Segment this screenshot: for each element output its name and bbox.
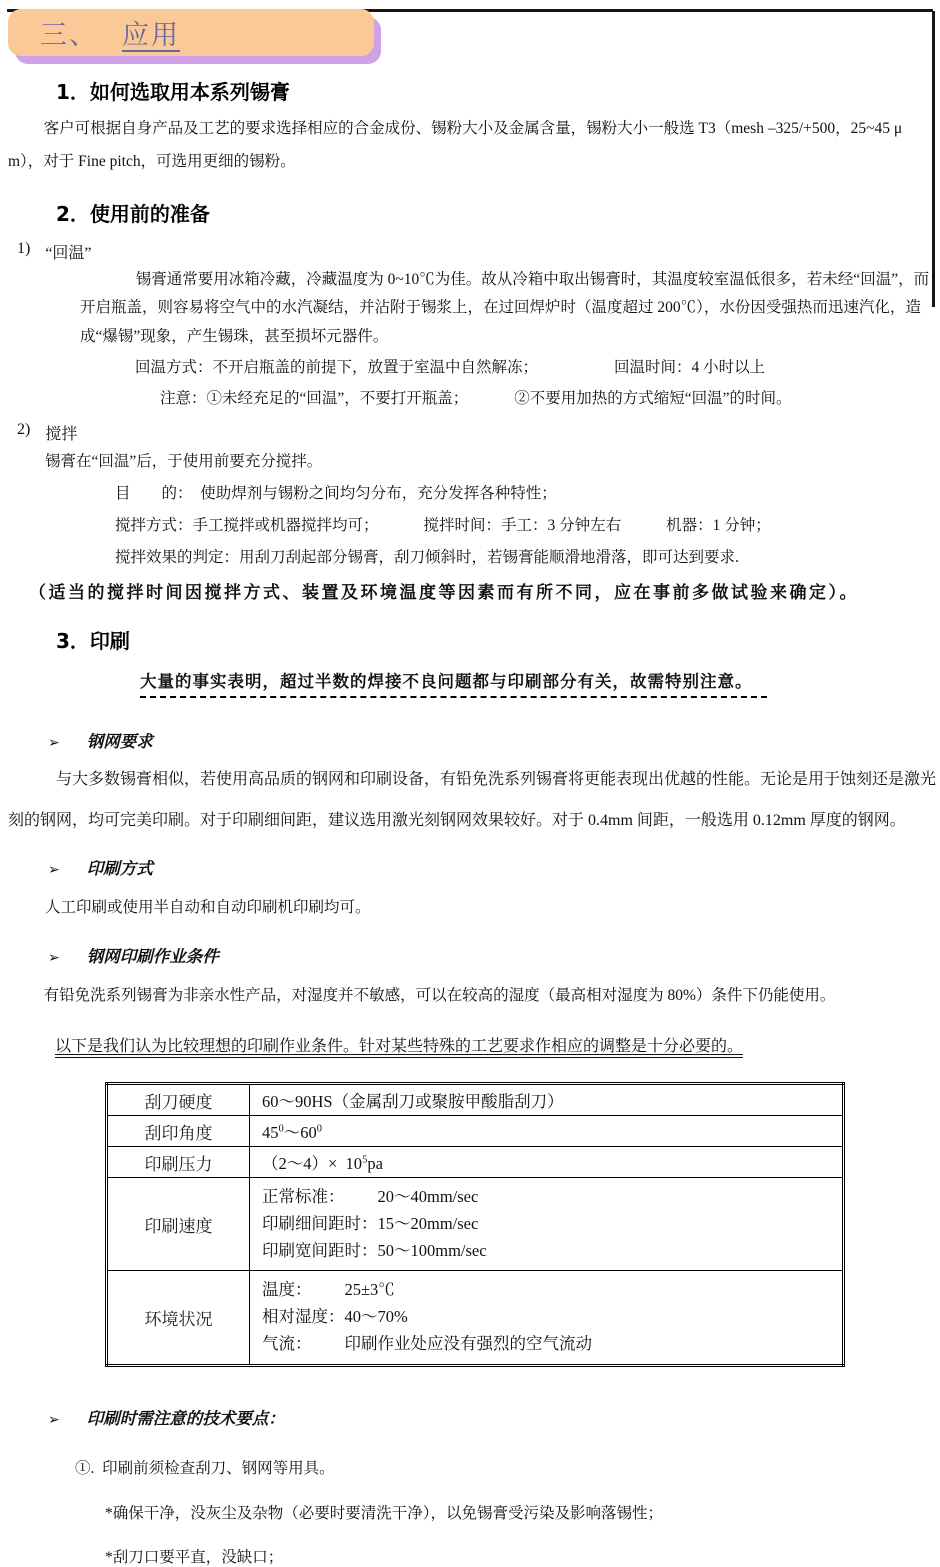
bullet-title-technical-points: 印刷时需注意的技术要点： bbox=[86, 1408, 285, 1428]
para-stir: 锡膏在“回温”后，于使用前要充分搅拌。 bbox=[45, 452, 323, 470]
list-number: 1) bbox=[17, 240, 31, 258]
heading-preparation: 2．使用前的准备 bbox=[56, 202, 210, 227]
angle-base-2: ～60 bbox=[283, 1123, 317, 1143]
bullet-technical-points bbox=[48, 1405, 940, 1429]
point-check-tools: ①. 印刷前须检查刮刀、钢网等用具。 bbox=[75, 1459, 335, 1477]
list-item-stir bbox=[17, 421, 940, 444]
speed-fine-pitch: 印刷细间距时：15～20mm/sec bbox=[262, 1214, 479, 1234]
row-value-print-speed bbox=[250, 1178, 844, 1271]
row-value-environment bbox=[250, 1271, 844, 1365]
row-value-squeegee-hardness: 60～90HS（金属刮刀或聚胺甲酸脂刮刀） bbox=[250, 1084, 844, 1116]
stir-caution-note: （适当的搅拌时间因搅拌方式、装置及环境温度等因素而有所不同，应在事前多做试验来确定）。 bbox=[29, 582, 859, 603]
para-rewarm: 锡膏通常要用冰箱冷藏，冷藏温度为 0~10℃为佳。故从冷箱中取出锡膏时，其温度较室温低很多，若未经“回温”，而开启瓶盖，则容易将空气中的水汽凝结，并沾附于锡浆上，在过回焊炉时（温度超过 200℃），水份因受强热而迅速汽化，造成“爆锡”现象，产生锡珠，甚至损坏元器件。 bbox=[80, 271, 930, 345]
printing-callout: 大量的事实表明，超过半数的焊接不良问题都与印刷部分有关，故需特别注意。 bbox=[140, 668, 767, 698]
stir-method-line bbox=[115, 513, 940, 535]
speed-wide-pitch: 印刷宽间距时：50～100mm/sec bbox=[262, 1240, 487, 1260]
pressure-base: （2～4）× 10 bbox=[262, 1154, 363, 1174]
bullet-print-method bbox=[48, 855, 940, 879]
bullet-stencil-requirements bbox=[48, 728, 940, 752]
para-work-conditions: 有铅免洗系列锡膏为非亲水性产品，对湿度并不敏感，可以在较高的湿度（最高相对湿度为 80%）条件下仍能使用。 bbox=[43, 987, 836, 1005]
row-label-squeegee-hardness: 刮刀硬度 bbox=[107, 1084, 250, 1116]
angle-base-1: 45 bbox=[262, 1123, 279, 1143]
bullet-title-print-method: 印刷方式 bbox=[86, 859, 153, 879]
heading-printing: 3．印刷 bbox=[56, 628, 130, 653]
angle-sup-1: 0 bbox=[278, 1123, 284, 1135]
rewarm-note-line bbox=[160, 386, 940, 408]
heading-how-to-select: 1．如何选取用本系列锡膏 bbox=[56, 80, 290, 104]
arrow-bullet-icon: ➢ bbox=[48, 1412, 60, 1428]
print-conditions-table bbox=[105, 1082, 845, 1366]
row-value-print-pressure bbox=[250, 1147, 844, 1178]
pressure-unit: pa bbox=[367, 1154, 383, 1174]
arrow-bullet-icon: ➢ bbox=[48, 735, 60, 751]
para-stencil: 与大多数锡膏相似，若使用高品质的钢网和印刷设备，有铅免洗系列锡膏将更能表现出优越的性能。无论是用于蚀刻还是激光刻的钢网，均可完美印刷。对于印刷细间距，建议选用激光刻钢网效果较好。对于 0.4mm 间距，一般选用 0.12mm 厚度的钢网。 bbox=[8, 770, 937, 829]
table-row bbox=[107, 1271, 844, 1365]
angle-sup-2: 0 bbox=[316, 1123, 322, 1135]
printing-callout-wrap bbox=[140, 668, 940, 698]
rewarm-method-line bbox=[135, 355, 940, 377]
rewarm-method: 回温方式：不开启瓶盖的前提下，放置于室温中自然解冻； bbox=[135, 358, 539, 376]
ideal-conditions-text: 以下是我们认为比较理想的印刷作业条件。针对某些特殊的工艺要求作相应的调整是十分必要的。 bbox=[55, 1038, 744, 1056]
table-row bbox=[107, 1147, 844, 1178]
bullet-title-stencil: 钢网要求 bbox=[86, 731, 153, 751]
env-airflow: 气流： 印刷作业处应没有强烈的空气流动 bbox=[262, 1333, 592, 1353]
point-straight-blade: *刮刀口要平直，没缺口； bbox=[105, 1548, 284, 1566]
stir-time-machine: 机器：1 分钟； bbox=[666, 516, 771, 534]
rewarm-time: 回温时间：4 小时以上 bbox=[614, 358, 766, 376]
stir-judge-line: 搅拌效果的判定：用刮刀刮起部分锡膏，刮刀倾斜时，若锡膏能顺滑地滑落，即可达到要求. bbox=[115, 548, 739, 566]
stir-purpose-line: 目 的： 使助焊剂与锡粉之间均匀分布，充分发挥各种特性； bbox=[115, 484, 557, 502]
row-label-print-angle: 刮印角度 bbox=[107, 1116, 250, 1147]
para-print-method: 人工印刷或使用半自动和自动印刷机印刷均可。 bbox=[45, 899, 371, 917]
page-right-border bbox=[932, 11, 935, 307]
table-row bbox=[107, 1116, 844, 1147]
row-label-print-pressure: 印刷压力 bbox=[107, 1147, 250, 1178]
section-banner bbox=[8, 9, 374, 56]
banner-section-title: 应用 bbox=[122, 20, 180, 51]
list-item-rewarm bbox=[17, 240, 940, 263]
table-row bbox=[107, 1178, 844, 1271]
point-keep-clean: *确保干净，没灰尘及杂物（必要时要清洗干净），以免锡膏受污染及影响落锡性； bbox=[105, 1504, 664, 1522]
para-how-to-select: 客户可根据自身产品及工艺的要求选择相应的合金成份、锡粉大小及金属含量，锡粉大小一般选 T3（mesh –325/+500，25~45 μ m），对于 Fine pitch，可选用更细的锡粉。 bbox=[8, 120, 907, 170]
row-value-print-angle bbox=[250, 1116, 844, 1147]
stir-time-manual: 搅拌时间：手工：3 分钟左右 bbox=[423, 516, 622, 534]
row-label-print-speed: 印刷速度 bbox=[107, 1178, 250, 1271]
speed-normal: 正常标准： 20～40mm/sec bbox=[262, 1187, 479, 1207]
arrow-bullet-icon: ➢ bbox=[48, 951, 60, 967]
bullet-work-conditions bbox=[48, 943, 940, 967]
list-title-rewarm: “回温” bbox=[45, 245, 92, 263]
banner-section-number: 三、 bbox=[40, 20, 98, 51]
rewarm-note-2: ②不要用加热的方式缩短“回温”的时间。 bbox=[514, 389, 792, 407]
bullet-title-work-conditions: 钢网印刷作业条件 bbox=[86, 947, 219, 967]
pressure-sup: 5 bbox=[362, 1154, 368, 1166]
env-humidity: 相对湿度：40～70% bbox=[262, 1307, 408, 1327]
stir-method: 搅拌方式：手工搅拌或机器搅拌均可； bbox=[115, 516, 379, 534]
rewarm-note-1: 注意：①未经充足的“回温”，不要打开瓶盖； bbox=[160, 389, 469, 407]
table-row bbox=[107, 1084, 844, 1116]
env-temperature: 温度： 25±3℃ bbox=[262, 1280, 395, 1300]
list-title-stir: 搅拌 bbox=[45, 425, 78, 443]
list-number: 2) bbox=[17, 420, 31, 438]
document-page bbox=[0, 9, 940, 1566]
ideal-conditions-line bbox=[55, 1033, 940, 1056]
arrow-bullet-icon: ➢ bbox=[48, 863, 60, 879]
row-label-environment: 环境状况 bbox=[107, 1271, 250, 1365]
